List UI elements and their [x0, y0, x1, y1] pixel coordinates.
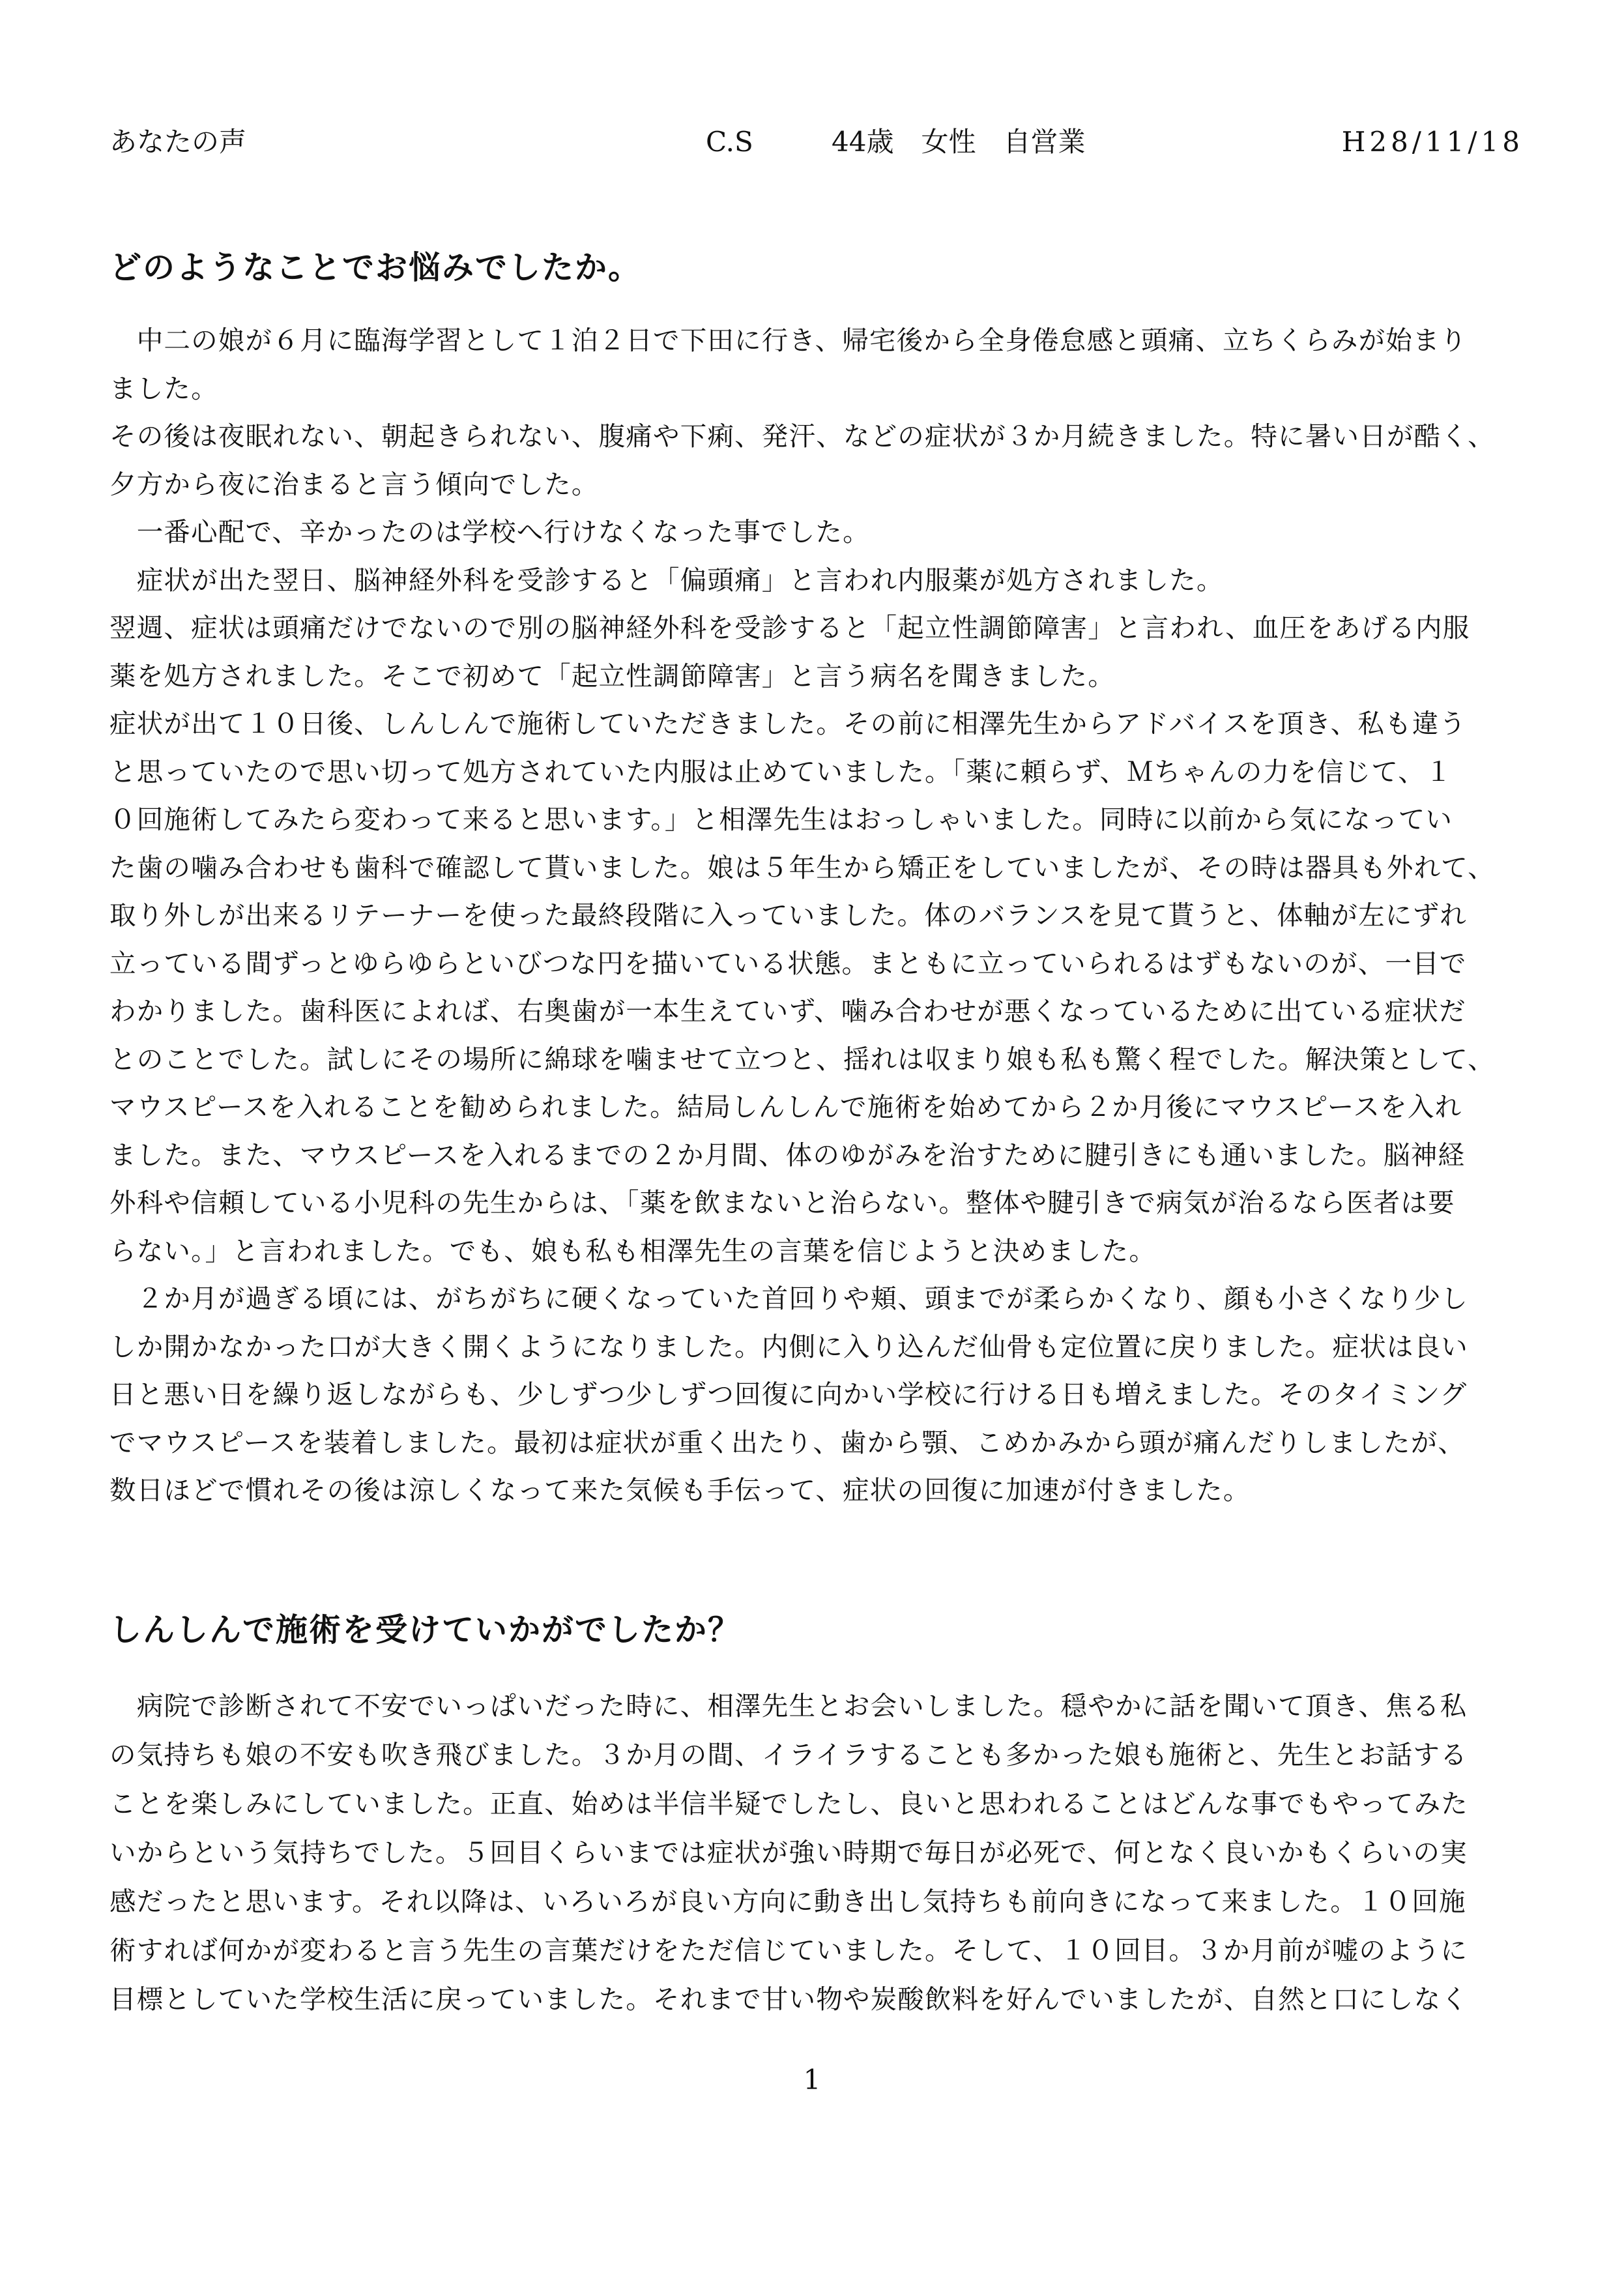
- body-line: 症状が出て１０日後、しんしんで施術していただきました。その前に相澤先生からアドバイスを頂き、私も違う: [109, 708, 1467, 739]
- body-line: 外科や信頼している小児科の先生からは、「薬を飲まないと治らない。整体や腱引きで病気が治るなら医者は要: [109, 1187, 1455, 1218]
- body-line: 薬を処方されました。そこで初めて「起立性調節障害」と言う病名を聞きました。: [109, 660, 1115, 692]
- body-line: ました。また、マウスピースを入れるまでの２か月間、体のゆがみを治すために腱引きにも通いました。脳神経: [109, 1139, 1466, 1171]
- body-line: の気持ちも娘の不安も吹き飛びました。３か月の間、イライラすることも多かった娘も施術と、先生とお話する: [109, 1739, 1468, 1770]
- body-line: らない。」と言われました。でも、娘も私も相澤先生の言葉を信じようと決めました。: [109, 1235, 1157, 1266]
- body-line: ０回施術してみたら変わって来ると思います。」と相澤先生はおっしゃいました。同時に以前から気になってい: [109, 804, 1453, 835]
- header-date: H28/11/18: [1341, 126, 1524, 158]
- body-line: 数日ほどで慣れその後は涼しくなって来た気候も手伝って、症状の回復に加速が付きました。: [109, 1474, 1251, 1506]
- body-line: た歯の噛み合わせも歯科で確認して貰いました。娘は５年生から矯正をしていましたが、その時は器具も外れて、: [109, 851, 1495, 883]
- body-line: でマウスピースを装着しました。最初は症状が重く出たり、歯から顎、こめかみから頭が痛んだりしましたが、: [109, 1426, 1466, 1458]
- header-initials: C.S: [706, 126, 753, 158]
- section2-body: [109, 1682, 1530, 2024]
- body-line: 症状が出た翌日、脳神経外科を受診すると「偏頭痛」と言われ内服薬が処方されました。: [109, 564, 1224, 596]
- body-line: マウスピースを入れることを勧められました。結局しんしんで施術を始めてから２か月後にマウスピースを入れ: [109, 1091, 1462, 1122]
- body-line: 中二の娘が６月に臨海学習として１泊２日で下田に行き、帰宅後から全身倦怠感と頭痛、立ちくらみが始まり: [109, 325, 1468, 356]
- body-line: 日と悪い日を繰り返しながらも、少しずつ少しずつ回復に向かい学校に行ける日も増えました。そのタイミング: [109, 1379, 1468, 1410]
- body-line: ました。: [109, 372, 218, 404]
- body-line: その後は夜眠れない、朝起きられない、腹痛や下痢、発汗、などの症状が３か月続きました。特に暑い日が酷く、: [109, 420, 1495, 452]
- page-header: [109, 123, 1524, 162]
- body-line: ２か月が過ぎる頃には、がちがちに硬くなっていた首回りや頬、頭までが柔らかくなり、顔も小さくなり少し: [109, 1283, 1468, 1314]
- section1-heading: どのようなことでお悩みでしたか。: [109, 248, 642, 286]
- body-line: 目標としていた学校生活に戻っていました。それまで甘い物や炭酸飲料を好んでいましたが、自然と口にしなく: [109, 1984, 1468, 2015]
- body-line: 取り外しが出来るリテーナーを使った最終段階に入っていました。体のバランスを見て貰うと、体軸が左にずれ: [109, 900, 1467, 931]
- body-line: 翌週、症状は頭痛だけでないので別の脳神経外科を受診すると「起立性調節障害」と言われ、血圧をあげる内服: [109, 612, 1470, 643]
- body-line: 立っている間ずっとゆらゆらといびつな円を描いている状態。まともに立っていられるはずもないのが、一目で: [109, 947, 1467, 979]
- body-line: いからという気持ちでした。５回目くらいまでは症状が強い時期で毎日が必死で、何となく良いかもくらいの実: [109, 1837, 1468, 1868]
- header-label: あなたの声: [109, 126, 247, 158]
- body-line: 夕方から夜に治まると言う傾向でした。: [109, 468, 599, 500]
- body-line: 術すれば何かが変わると言う先生の言葉だけをただ信じていました。そして、１０回目。３か月前が嘘のように: [109, 1935, 1468, 1966]
- page-number: 1: [803, 2064, 821, 2096]
- section1-body: [109, 317, 1530, 1515]
- body-line: と思っていたので思い切って処方されていた内服は止めていました。「薬に頼らず、Ｍちゃんの力を信じて、１: [109, 755, 1453, 787]
- body-line: 感だったと思います。それ以降は、いろいろが良い方向に動き出し気持ちも前向きになって来ました。１０回施: [109, 1886, 1466, 1917]
- header-profile: 44歳 女性 自営業: [832, 126, 1086, 158]
- body-line: わかりました。歯科医によれば、右奥歯が一本生えていず、噛み合わせが悪くなっているために出ている症状だ: [109, 995, 1466, 1027]
- body-line: とのことでした。試しにその場所に綿球を噛ませて立つと、揺れは収まり娘も私も驚く程でした。解決策として、: [109, 1043, 1495, 1075]
- body-line: 病院で診断されて不安でいっぱいだった時に、相澤先生とお会いしました。穏やかに話を聞いて頂き、焦る私: [109, 1690, 1468, 1721]
- section2-heading: しんしんで施術を受けていかがでしたか？: [109, 1611, 742, 1648]
- body-line: しか開かなかった口が大きく開くようになりました。内側に入り込んだ仙骨も定位置に戻りました。症状は良い: [109, 1330, 1468, 1362]
- body-line: ことを楽しみにしていました。正直、始めは半信半疑でしたし、良いと思われることはどんな事でもやってみた: [109, 1788, 1468, 1819]
- body-line: 一番心配で、辛かったのは学校へ行けなくなった事でした。: [109, 516, 870, 548]
